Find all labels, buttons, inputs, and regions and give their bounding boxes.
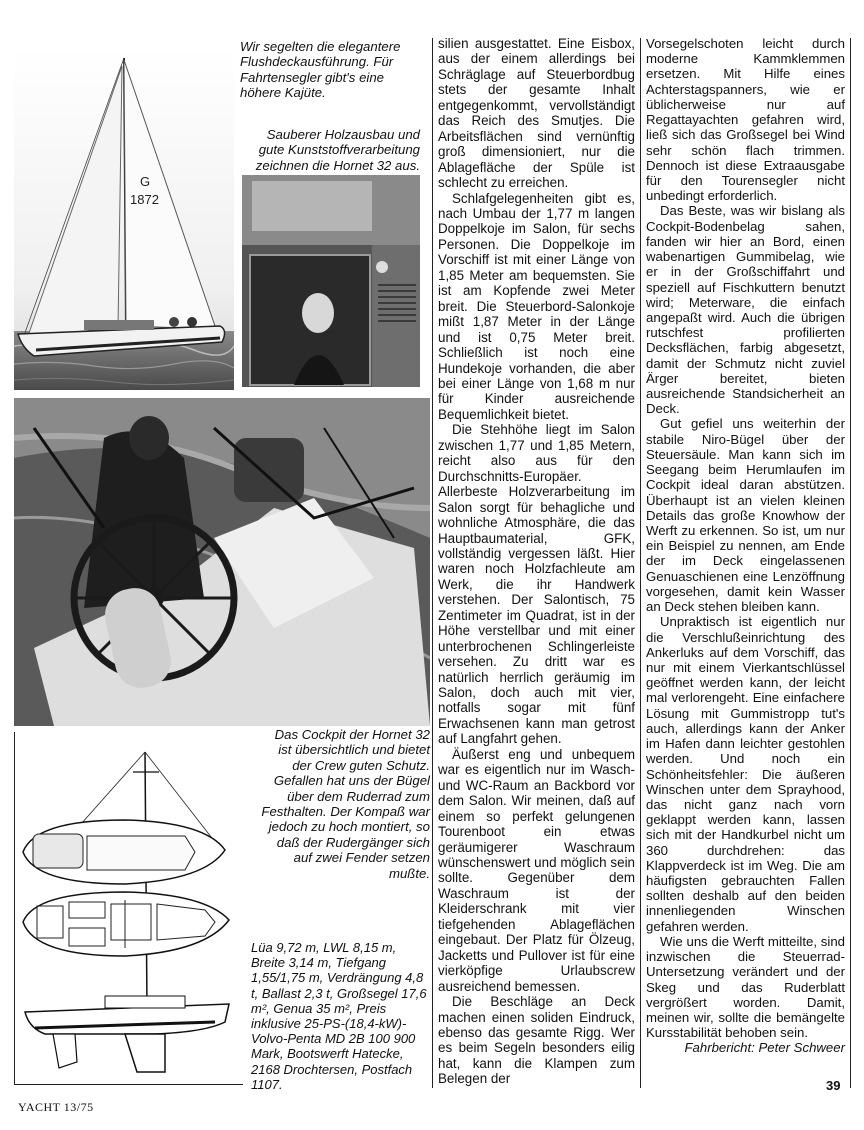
sail-number: 1872 [130,192,159,207]
article-column-2 [646,36,845,1056]
interior-photo [242,175,420,387]
column-rule-2 [640,38,641,1088]
col1-paragraph-4: Äußerst eng und unbequem war es eigentlich nur im Wasch- und WC-Raum an Backbord vor dem Salon. Wir meinen, daß auf einem so perfekt gelungenen Tourenboot ein etwas geräumigerer Waschraum wünschenswert und möglich sein sollte. Gegenüber dem Waschraum ist der Kleiderschrank mit vier tiefgehenden Ablageflächen eingebaut. Der Platz für Ölzeug, Jacketts und Pullover ist für eine vierköpfige Urlaubscrew ausreichend bemessen. [438,746,635,994]
caption-specs [251,940,431,1092]
caption-interior [243,127,420,173]
column-rule-3 [850,38,851,1088]
cockpit-photo [14,398,430,726]
col2-paragraph-3: Gut gefiel uns weiterhin der stabile Niro-Bügel über der Steuersäule. Man kann sich im Seegang beim Herumlaufen im Cockpit ideal daran abstützen. Überhaupt ist an vielen kleinen Details das große Knowhow der Werft zu erkennen. So ist, um nur ein Beispiel zu nennen, am Ende der im Deck eingelassenen Genuaschienen eine Lenzöffnung vorgesehen, damit kein Wasser an Deck stehen bleiben kann. [646,416,845,615]
deck-and-profile-plans [15,732,243,1084]
col2-paragraph-4: Unpraktisch ist eigentlich nur die Verschlußeinrichtung des Ankerluks auf dem Vorschiff, das nur mit einem Vierkantschlüssel geöffnet werden kann, der leicht mal verlorengeht. Eine einfachere Lösung mit Gummistropp tut's auch, allerdings kann der Anker im Hafen dann leichter gestohlen werden. Und noch ein Schönheitsfehler: Die äußeren Winschen unter dem Sprayhood, das nicht ganz nach vorn geklappt werden kann, lassen sich mit der Handkurbel nicht um 360 durchdrehen: das Klappverdeck ist im Weg. Die am häufigsten gebrauchten Fallen sollten deshalb auf den beiden innenliegenden Winschen gefahren werden. [646,614,845,934]
sailboat-photo [14,46,234,390]
column-rule-1 [432,38,433,1088]
col2-paragraph-1: Vorsegelschoten leicht durch moderne Kammklemmen ersetzen. Mit Hilfe eines Achterstagspanners, wie er üblicherweise nur auf Regattayachten gefahren wird, ließ sich das Großsegel bei Wind sehr schön flach trimmen. Dennoch ist diese Extraausgabe für den Tourensegler nicht unbedingt erforderlich. [646,36,845,204]
caption-boat [240,39,416,101]
col2-paragraph-2: Das Beste, was wir bislang als Cockpit-Bodenbelag sahen, fanden wir hier an Bord, einen wabenartigen Gummibelag, wie er in der Großschiffahrt und speziell auf Fischkuttern benutzt wird; Meterware, die einfach angepaßt wird. Auch die übrigen rutschfest profilierten Decksflächen, farbig abgesetzt, damit der Schmutz nicht zuviel Ärger bereitet, bieten ausreichende Standsicherheit an Deck. [646,203,845,417]
caption-boat-text: Wir segelten die elegantere Flushdeckausführung. Für Fahrtensegler gibt's eine höhere Kajüte. [240,39,401,101]
interior-illustration [242,175,420,387]
sail-letter: G [140,174,151,189]
caption-cockpit-text: Das Cockpit der Hornet 32 ist übersichtlich und bietet der Crew guten Schutz. Gefallen hat uns der Bügel über dem Ruderrad zum Festhalten. Der Kompaß war jedoch zu hoch montiert, so daß der Rudergänger sich auf zwei Fender setzen mußte. [261,727,430,881]
article-column-1 [438,36,635,1087]
magazine-issue: YACHT 13/75 [18,1100,94,1114]
sailboat-illustration [14,46,234,390]
cockpit-illustration [14,398,430,726]
col1-paragraph-1: silien ausgestattet. Eine Eisbox, aus der einem allerdings bei Schräglage auf Steuerbordbug stets der gesamte Inhalt entgegenkommt, vervollständigt das Reich des Smutjes. Die Arbeitsflächen sind vernünftig groß dimensioniert, nur die Ablagefläche der Spüle ist schlecht zu erreichen. [438,36,635,191]
plan-drawings [14,732,243,1085]
col1-paragraph-5: Die Beschläge an Deck machen einen soliden Eindruck, ebenso das gesamte Rigg. Wer es beim Segeln besonders eilig hat, kann die Klampen zum Belegen der [438,994,635,1087]
caption-interior-text: Sauberer Holzausbau und gute Kunststoffverarbeitung zeichnen die Hornet 32 aus. [255,127,420,173]
caption-cockpit [258,727,430,881]
byline: Fahrbericht: Peter Schweer [684,1040,845,1056]
page-number: 39 [826,1078,841,1093]
caption-specs-text: Lüa 9,72 m, LWL 8,15 m, Breite 3,14 m, Tiefgang 1,55/1,75 m, Verdrängung 4,8 t, Ballast 2,3 t, Großsegel 17,6 m², Genua 35 m², Preis inklusive 25-PS-(18,4-kW)-Volvo-Penta MD 2B 100 900 Mark, Bootswerft Hatecke, 2168 Drochtersen, Postfach 1107. [251,940,427,1092]
col2-paragraph-5: Wie uns die Werft mitteilte, sind inzwischen die Steuerrad-Untersetzung verändert und der Skeg und das Ruderblatt vergrößert worden. Damit, meinen wir, sollte die bemängelte Kursstabilität behoben sein. [646,933,845,1041]
col1-paragraph-2: Schlafgelegenheiten gibt es, nach Umbau der 1,77 m langen Doppelkoje im Salon, für sechs Personen. Die Doppelkoje im Vorschiff ist mit einer Länge von 1,85 Meter am bequemsten. Sie ist am Kopfende zwei Meter breit. Die Steuerbord-Salonkoje mißt 1,87 Meter in der Länge und ist 0,75 Meter breit. Schließlich ist noch eine Hundekoje vorhanden, die aber bei einer Länge von 1,68 m nur für Kinder ausreichende Bequemlichkeit bietet. [438,190,635,422]
col1-paragraph-3: Die Stehhöhe liegt im Salon zwischen 1,77 und 1,85 Metern, reicht also aus für den Durchschnitts-Europäer. Allerbeste Holzverarbeitung im Salon sorgt für behagliche und wohnliche Atmosphäre, die das Hauptbaumaterial, GFK, vollständig vergessen läßt. Hier waren noch Holzfachleute am Werk, die ihr Handwerk verstehen. Der Salontisch, 75 Zentimeter im Quadrat, ist in der Höhe verstellbar und mit einer unterbrochenen Schlingerleiste versehen. Zu dritt war es natürlich herrlich geräumig im Salon, doch auch mit vier, notfalls sogar mit fünf Erwachsenen kann man getrost auf Langfahrt gehen. [438,422,635,747]
